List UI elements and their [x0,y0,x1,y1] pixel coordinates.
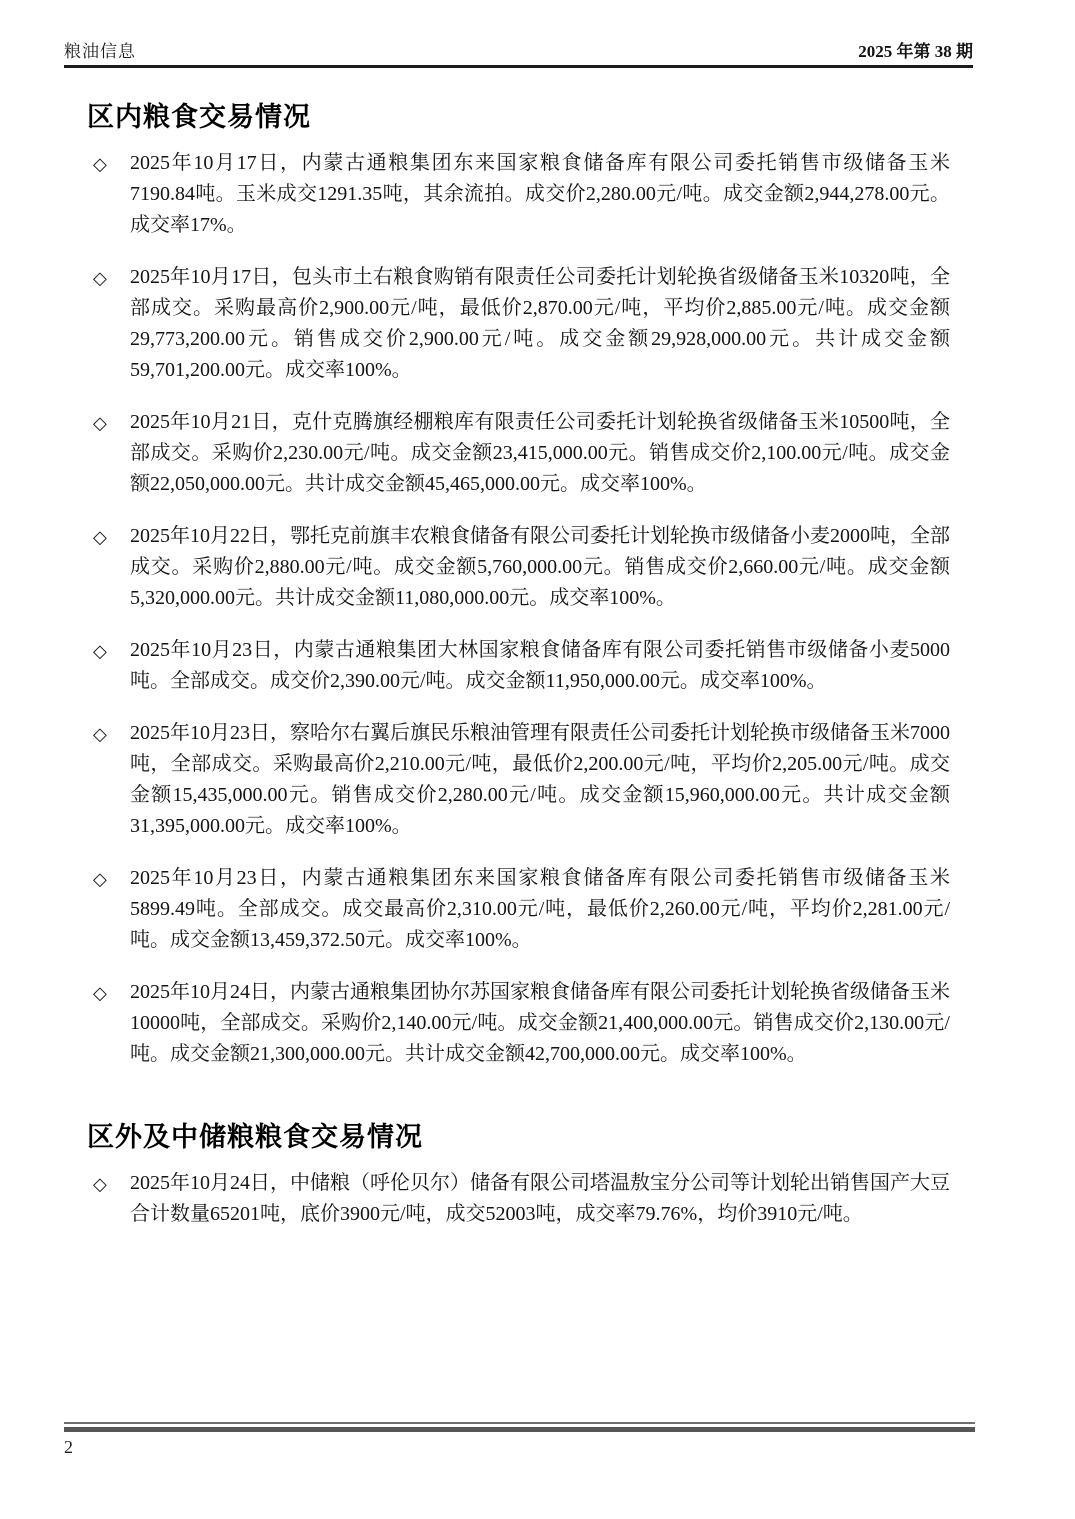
trade-record-item [93,1168,950,1230]
trade-record-text: 2025年10月24日，内蒙古通粮集团协尔苏国家粮食储备库有限公司委托计划轮换省级储备玉米10000吨，全部成交。采购价2,140.00元/吨。成交金额21,400,000.00元。销售成交价2,130.00元/吨。成交金额21,300,000.00元。共计成交金额42,700,000.00元。成交率100%。 [130,981,950,1065]
section-region-grain-trading [0,102,1075,1070]
trade-record-item [93,521,950,614]
diamond-bullet-icon: ◇ [93,527,107,547]
page-footer [64,1422,975,1458]
header-issue-label: 2025 年第 38 期 [858,42,973,61]
trade-record-item [93,977,950,1070]
trade-record-item [93,635,950,697]
trade-record-text: 2025年10月23日，察哈尔右翼后旗民乐粮油管理有限责任公司委托计划轮换市级储备玉米7000吨，全部成交。采购最高价2,210.00元/吨，最低价2,200.00元/吨，平均价2,205.00元/吨。成交金额15,435,000.00元。销售成交价2,280.00元/吨。成交金额15,960,000.00元。共计成交金额31,395,000.00元。成交率100%。 [130,722,950,837]
trade-record-text: 2025年10月23日，内蒙古通粮集团大林国家粮食储备库有限公司委托销售市级储备小麦5000吨。全部成交。成交价2,390.00元/吨。成交金额11,950,000.00元。成交率100%。 [130,639,950,692]
section-title-outside: 区外及中储粮粮食交易情况 [87,1122,423,1152]
footer-rule-thin [64,1422,975,1424]
trade-record-text: 2025年10月24日，中储粮（呼伦贝尔）储备有限公司塔温敖宝分公司等计划轮出销售国产大豆合计数量65201吨，底价3900元/吨，成交52003吨，成交率79.76%，均价3910元/吨。 [130,1172,950,1225]
page-header [64,0,973,68]
trade-record-item [93,863,950,956]
page-number: 2 [64,1437,73,1457]
diamond-bullet-icon: ◇ [93,154,107,174]
diamond-bullet-icon: ◇ [93,983,107,1003]
header-journal-title: 粮油信息 [64,42,136,61]
diamond-bullet-icon: ◇ [93,641,107,661]
trade-record-list-region [93,148,950,1070]
section-title-region: 区内粮食交易情况 [87,102,311,132]
trade-record-text: 2025年10月17日，包头市土右粮食购销有限责任公司委托计划轮换省级储备玉米10320吨，全部成交。采购最高价2,900.00元/吨，最低价2,870.00元/吨，平均价2,885.00元/吨。成交金额29,773,200.00元。销售成交价2,900.00元/吨。成交金额29,928,000.00元。共计成交金额59,701,200.00元。成交率100%。 [130,266,950,381]
diamond-bullet-icon: ◇ [93,268,107,288]
trade-record-item [93,262,950,386]
page-body [0,102,1075,1230]
trade-record-item [93,148,950,241]
section-outside-grain-trading [0,1122,1075,1230]
trade-record-list-outside [93,1168,950,1230]
trade-record-text: 2025年10月22日，鄂托克前旗丰农粮食储备有限公司委托计划轮换市级储备小麦2000吨，全部成交。采购价2,880.00元/吨。成交金额5,760,000.00元。销售成交价2,660.00元/吨。成交金额5,320,000.00元。共计成交金额11,080,000.00元。成交率100%。 [130,525,950,609]
trade-record-text: 2025年10月23日，内蒙古通粮集团东来国家粮食储备库有限公司委托销售市级储备玉米5899.49吨。全部成交。成交最高价2,310.00元/吨，最低价2,260.00元/吨，平均价2,281.00元/吨。成交金额13,459,372.50元。成交率100%。 [130,867,950,951]
trade-record-text: 2025年10月21日，克什克腾旗经棚粮库有限责任公司委托计划轮换省级储备玉米10500吨，全部成交。采购价2,230.00元/吨。成交金额23,415,000.00元。销售成交价2,100.00元/吨。成交金额22,050,000.00元。共计成交金额45,465,000.00元。成交率100%。 [130,411,950,495]
diamond-bullet-icon: ◇ [93,724,107,744]
trade-record-item [93,407,950,500]
diamond-bullet-icon: ◇ [93,869,107,889]
diamond-bullet-icon: ◇ [93,413,107,433]
footer-rule-thick [64,1427,975,1432]
trade-record-text: 2025年10月17日，内蒙古通粮集团东来国家粮食储备库有限公司委托销售市级储备玉米7190.84吨。玉米成交1291.35吨，其余流拍。成交价2,280.00元/吨。成交金额2,944,278.00元。成交率17%。 [130,152,950,236]
diamond-bullet-icon: ◇ [93,1174,107,1194]
trade-record-item [93,718,950,842]
